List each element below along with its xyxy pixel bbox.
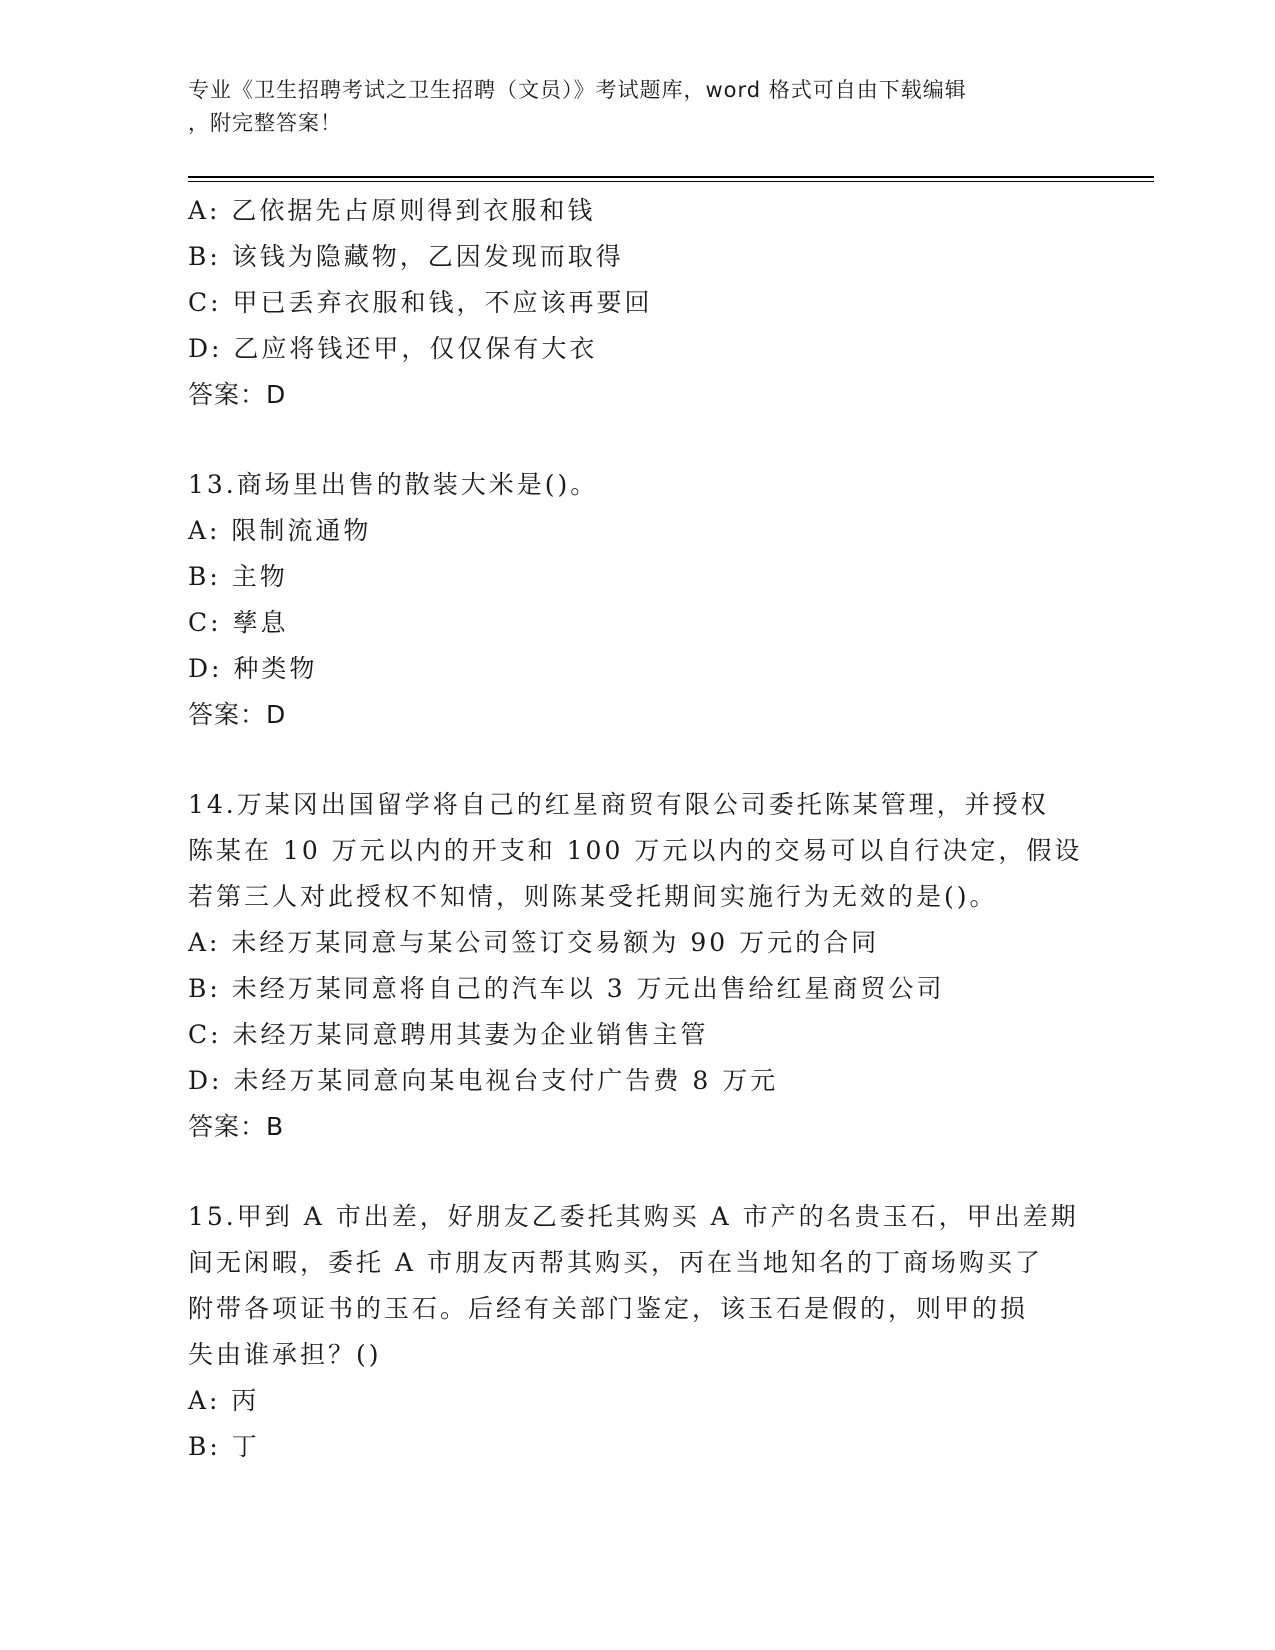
answer-line: 答案：D bbox=[188, 700, 287, 729]
question-stem-line: 失由谁承担？() bbox=[188, 1340, 382, 1369]
question-12 bbox=[188, 188, 1088, 418]
option-a: A: 限制流通物 bbox=[188, 516, 372, 545]
option-b: B: 丁 bbox=[188, 1432, 260, 1461]
question-13 bbox=[188, 462, 1088, 738]
answer-line: 答案：D bbox=[188, 380, 287, 409]
spacer bbox=[188, 1150, 1088, 1194]
option-c: C: 甲已丢弃衣服和钱，不应该再要回 bbox=[188, 288, 653, 317]
header-divider-thick bbox=[188, 176, 1154, 178]
header-title-line-1: 专业《卫生招聘考试之卫生招聘（文员）》考试题库，word 格式可自由下载编辑 bbox=[188, 78, 967, 102]
question-stem-line: 13.商场里出售的散装大米是()。 bbox=[188, 470, 599, 499]
question-stem-line: 15.甲到 A 市出差，好朋友乙委托其购买 A 市产的名贵玉石，甲出差期 bbox=[188, 1202, 1079, 1231]
header-title-line-2: ，附完整答案！ bbox=[188, 111, 342, 135]
option-b: B: 主物 bbox=[188, 562, 288, 591]
option-d: D: 种类物 bbox=[188, 654, 318, 683]
header-divider-thin bbox=[188, 181, 1154, 182]
option-b: B: 未经万某同意将自己的汽车以 3 万元出售给红星商贸公司 bbox=[188, 974, 945, 1003]
question-stem-line: 陈某在 10 万元以内的开支和 100 万元以内的交易可以自行决定，假设 bbox=[188, 836, 1083, 865]
question-14 bbox=[188, 782, 1088, 1150]
question-stem-line: 间无闲暇，委托 A 市朋友丙帮其购买，丙在当地知名的丁商场购买了 bbox=[188, 1248, 1043, 1277]
option-c: C: 孳息 bbox=[188, 608, 289, 637]
answer-line: 答案：B bbox=[188, 1112, 285, 1141]
option-b: B: 该钱为隐藏物，乙因发现而取得 bbox=[188, 242, 624, 271]
document-header bbox=[188, 74, 1068, 140]
option-a: A: 丙 bbox=[188, 1386, 260, 1415]
option-a: A: 未经万某同意与某公司签订交易额为 90 万元的合同 bbox=[188, 928, 880, 957]
question-15 bbox=[188, 1194, 1088, 1470]
spacer bbox=[188, 738, 1088, 782]
spacer bbox=[188, 418, 1088, 462]
question-stem-line: 14.万某冈出国留学将自己的红星商贸有限公司委托陈某管理，并授权 bbox=[188, 790, 1049, 819]
question-list bbox=[188, 188, 1088, 1470]
option-d: D: 乙应将钱还甲，仅仅保有大衣 bbox=[188, 334, 598, 363]
option-a: A: 乙依据先占原则得到衣服和钱 bbox=[188, 196, 596, 225]
option-c: C: 未经万某同意聘用其妻为企业销售主管 bbox=[188, 1020, 709, 1049]
question-stem-line: 附带各项证书的玉石。后经有关部门鉴定，该玉石是假的，则甲的损 bbox=[188, 1294, 1029, 1323]
option-d: D: 未经万某同意向某电视台支付广告费 8 万元 bbox=[188, 1066, 779, 1095]
question-stem-line: 若第三人对此授权不知情，则陈某受托期间实施行为无效的是()。 bbox=[188, 882, 998, 911]
